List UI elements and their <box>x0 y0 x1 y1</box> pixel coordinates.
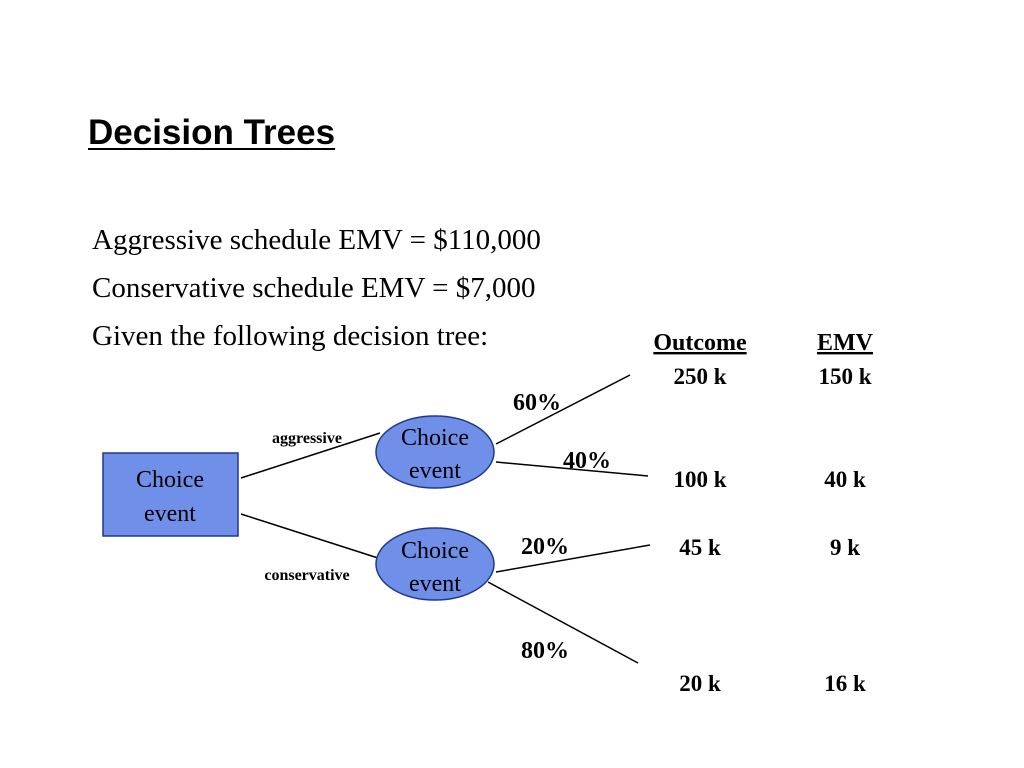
bullet-aggressive-emv: Aggressive schedule EMV = $110,000 <box>92 224 541 256</box>
outcome-value: 250 k <box>673 364 727 389</box>
edge-root-conservative <box>241 514 378 558</box>
conservative-node-label-line1: Choice <box>401 538 469 564</box>
outcome-value: 20 k <box>679 671 721 696</box>
probability-80: 80% <box>521 638 569 664</box>
emv-value: 40 k <box>824 467 866 492</box>
bullet-conservative-emv: Conservative schedule EMV = $7,000 <box>92 272 536 304</box>
outcome-value: 45 k <box>679 535 721 560</box>
column-header-emv: EMV <box>817 330 873 356</box>
emv-value: 16 k <box>824 671 866 696</box>
probability-20: 20% <box>521 534 569 560</box>
root-node-label-line2: event <box>144 501 196 527</box>
outcome-value: 100 k <box>673 467 727 492</box>
slide-title: Decision Trees <box>88 113 336 152</box>
edge-conservative-20 <box>496 545 650 572</box>
emv-value: 150 k <box>818 364 872 389</box>
aggressive-node-label-line2: event <box>409 458 461 484</box>
branch-label-aggressive: aggressive <box>272 430 342 447</box>
bullet-given-tree: Given the following decision tree: <box>92 320 489 352</box>
emv-value: 9 k <box>829 535 861 560</box>
conservative-node-label-line2: event <box>409 571 461 597</box>
probability-40: 40% <box>563 448 611 474</box>
probability-60: 60% <box>513 390 561 416</box>
root-node-label-line1: Choice <box>136 467 204 493</box>
branch-label-conservative: conservative <box>264 567 350 584</box>
column-header-outcome: Outcome <box>653 330 747 356</box>
aggressive-node-label-line1: Choice <box>401 425 469 451</box>
